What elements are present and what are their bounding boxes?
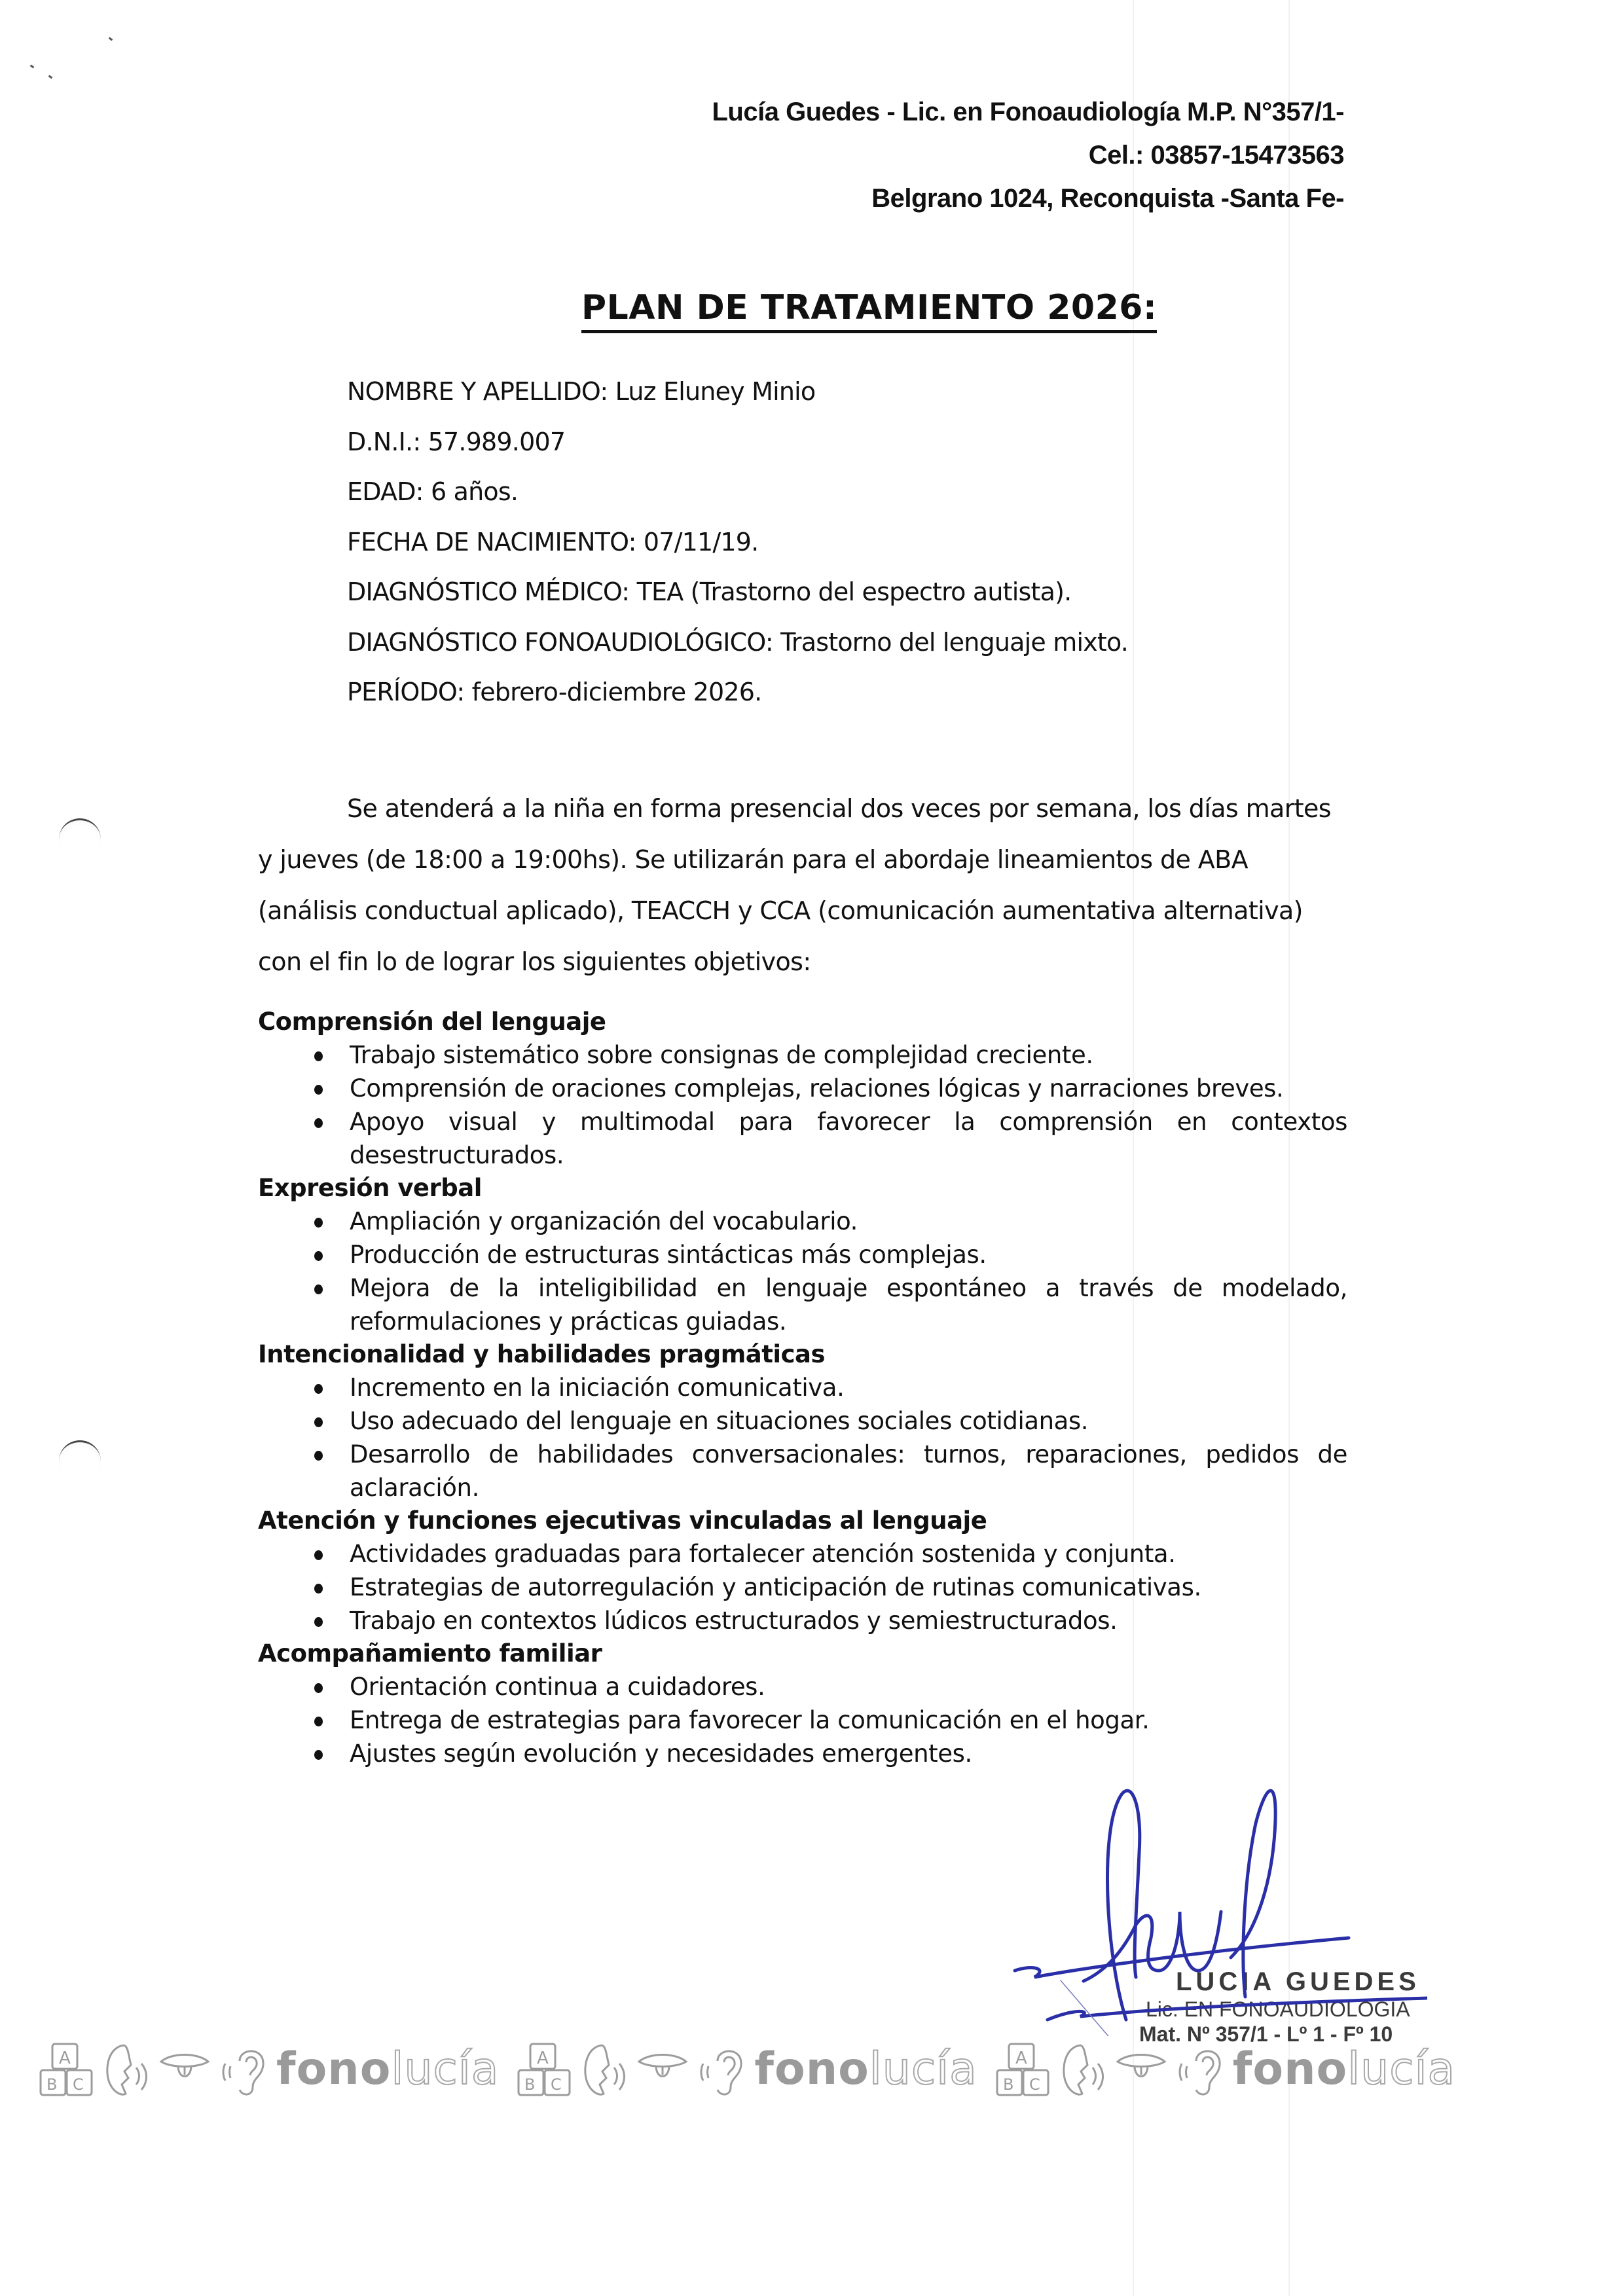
list-item-text: Trabajo sistemático sobre consignas de complejidad creciente. [350,1041,1093,1069]
letterhead-name-line: Lucía Guedes - Lic. en Fonoaudiología M.P. N°357/1- [712,98,1344,126]
letterhead-phone-line: Cel.: 03857-15473563 [1088,141,1344,170]
bullet-icon [314,1384,323,1394]
objective-section [258,1006,1347,1172]
objective-list [258,1670,1347,1770]
field-label: DIAGNÓSTICO FONOAUDIOLÓGICO: [347,627,773,657]
bullet-icon [314,1417,323,1427]
list-item [258,1704,1347,1737]
field-label: PERÍODO: [347,678,465,706]
list-item [258,1038,1347,1072]
svg-text:C: C [551,2075,562,2094]
list-item-text: Uso adecuado del lenguaje en situaciones sociales cotidianas. [350,1407,1089,1435]
list-item-text: Mejora de la inteligibilidad en lenguaje espontáneo a través de modelado, reformulaciones y prácticas guiadas. [350,1274,1347,1336]
watermark-group [994,2041,1455,2098]
stamp-title: Lic. EN FONOAUDIOLOGIA [1146,1997,1410,2021]
mouth-tongue-icon [1115,2050,1167,2089]
section-heading: Comprensión del lenguaje [258,1008,606,1036]
brand-outline-text: lucía [391,2043,500,2095]
svg-text:A: A [1015,2049,1027,2068]
letterhead-address-line: Belgrano 1024, Reconquista -Santa Fe- [871,184,1344,213]
objective-list [258,1371,1347,1504]
section-heading: Expresión verbal [258,1174,482,1202]
svg-text:B: B [524,2075,536,2094]
brand-outline-text: lucía [869,2043,977,2095]
mouth-tongue-icon [636,2050,689,2089]
list-item [258,1604,1347,1637]
bullet-icon [314,1617,323,1627]
bullet-icon [314,1717,323,1726]
patient-name-row [347,367,1128,417]
ear-icon [698,2041,745,2098]
patient-info [347,367,1128,718]
list-item-text: Estrategias de autorregulación y anticipación de rutinas comunicativas. [350,1573,1201,1601]
bullet-icon [314,1750,323,1760]
document-title: PLAN DE TRATAMIENTO 2026: [581,287,1157,333]
field-label: D.N.I.: [347,427,421,456]
list-item [258,1404,1347,1438]
list-item [258,1571,1347,1604]
list-item-text: Apoyo visual y multimodal para favorecer la comprensión en contextos desestructurados. [350,1108,1347,1169]
letterhead [712,90,1345,220]
speaking-head-icon [102,2041,149,2098]
field-label: NOMBRE Y APELLIDO: [347,377,608,406]
list-item-text: Desarrollo de habilidades conversacionales: turnos, reparaciones, pedidos de aclaración. [350,1440,1347,1502]
bullet-icon [314,1218,323,1228]
intro-line: con el fin lo de lograr los siguientes objetivos: [258,947,811,976]
brand-bold-text: fono [1232,2043,1348,2095]
treatment-period: febrero-diciembre 2026. [471,678,762,706]
signature-stroke [1231,1791,1275,1997]
objective-section [258,1338,1347,1504]
signature-stroke [1084,1912,1221,1981]
list-item [258,1271,1347,1338]
patient-birthdate: 07/11/19. [643,527,759,556]
brand-logo [754,2043,977,2096]
brand-logo [276,2043,499,2096]
signature-stroke [1107,1791,1139,2020]
punch-hole [59,818,101,860]
objective-list [258,1205,1347,1338]
section-heading: Acompañamiento familiar [258,1639,602,1667]
speech-diagnosis: Trastorno del lenguaje mixto. [780,627,1129,657]
list-item [258,1438,1347,1504]
list-item-text: Incremento en la iniciación comunicativa. [350,1374,845,1402]
ear-icon [1176,2041,1224,2098]
punch-hole [59,1440,101,1482]
section-heading: Atención y funciones ejecutivas vinculadas al lenguaje [258,1506,987,1535]
stamp-registration: Mat. Nº 357/1 - Lº 1 - Fº 10 [1139,2022,1393,2046]
speech-diagnosis-row [347,617,1128,668]
bullet-icon [314,1251,323,1261]
list-item-text: Comprensión de oraciones complejas, relaciones lógicas y narraciones breves. [350,1074,1284,1102]
svg-text:A: A [59,2049,71,2068]
field-label: FECHA DE NACIMIENTO: [347,527,636,556]
scan-speck [48,75,53,79]
scan-speck [109,37,113,41]
brand-outline-text: lucía [1347,2043,1456,2095]
period-row [347,667,1128,718]
intro-line: Se atenderá a la niña en forma presencial dos veces por semana, los días martes [347,794,1331,823]
svg-text:C: C [1029,2075,1040,2094]
bullet-icon [314,1285,323,1294]
list-item [258,1238,1347,1271]
intro-line: y jueves (de 18:00 a 19:00hs). Se utilizarán para el abordaje lineamientos de ABA [258,845,1249,874]
bullet-icon [314,1683,323,1693]
handwritten-signature [1008,1761,1427,2036]
signature-stroke [1048,1998,1427,2020]
svg-text:A: A [537,2049,549,2068]
objective-section [258,1172,1347,1338]
svg-text:B: B [46,2075,58,2094]
svg-text:B: B [1002,2075,1014,2094]
bullet-icon [314,1118,323,1128]
list-item-text: Ajustes según evolución y necesidades emergentes. [350,1740,972,1768]
objective-section [258,1504,1347,1637]
bullet-icon [314,1584,323,1594]
list-item-text: Ampliación y organización del vocabulario. [350,1207,858,1235]
intro-paragraph [258,783,1345,987]
watermark-group [38,2041,499,2098]
list-item [258,1371,1347,1404]
bullet-icon [314,1085,323,1095]
list-item [258,1670,1347,1704]
brand-logo [1233,2043,1455,2096]
scan-speck [30,65,35,69]
bullet-icon [314,1051,323,1061]
list-item-text: Trabajo en contextos lúdicos estructurados y semiestructurados. [350,1607,1118,1635]
patient-dni: 57.989.007 [428,427,566,456]
intro-line: (análisis conductual aplicado), TEACCH y CCA (comunicación aumentativa alternativa) [258,896,1303,925]
abc-blocks-icon [38,2041,93,2098]
speaking-head-icon [580,2041,627,2098]
signature-stroke [1061,1980,1120,2036]
objectives [258,1006,1347,1770]
stamp-name: LUCIA GUEDES [1176,1967,1420,1996]
patient-name: Luz Eluney Minio [615,377,816,406]
abc-blocks-icon [994,2041,1049,2098]
list-item-text: Entrega de estrategias para favorecer la comunicación en el hogar. [350,1706,1150,1734]
brand-bold-text: fono [754,2043,869,2095]
list-item [258,1537,1347,1571]
objective-list [258,1537,1347,1637]
objective-section [258,1637,1347,1770]
medical-diagnosis-row [347,567,1128,617]
speaking-head-icon [1059,2041,1106,2098]
medical-diagnosis: TEA (Trastorno del espectro autista). [636,577,1072,606]
list-item-text: Orientación continua a cuidadores. [350,1673,765,1701]
field-label: DIAGNÓSTICO MÉDICO: [347,577,630,606]
list-item [258,1072,1347,1105]
list-item [258,1105,1347,1172]
field-label: EDAD: [347,477,424,506]
patient-birthdate-row [347,517,1128,568]
list-item [258,1205,1347,1238]
patient-age-row [347,467,1128,517]
footer-watermark [38,2041,1472,2098]
objective-list [258,1038,1347,1172]
mouth-tongue-icon [158,2050,211,2089]
list-item-text: Producción de estructuras sintácticas más complejas. [350,1241,987,1269]
brand-bold-text: fono [276,2043,392,2095]
list-item-text: Actividades graduadas para fortalecer atención sostenida y conjunta. [350,1540,1176,1568]
patient-age: 6 años. [430,477,519,506]
watermark-group [516,2041,977,2098]
bullet-icon [314,1451,323,1461]
svg-text:C: C [73,2075,84,2094]
ear-icon [220,2041,267,2098]
section-heading: Intencionalidad y habilidades pragmáticas [258,1340,826,1368]
abc-blocks-icon [516,2041,571,2098]
bullet-icon [314,1550,323,1560]
patient-dni-row [347,417,1128,467]
